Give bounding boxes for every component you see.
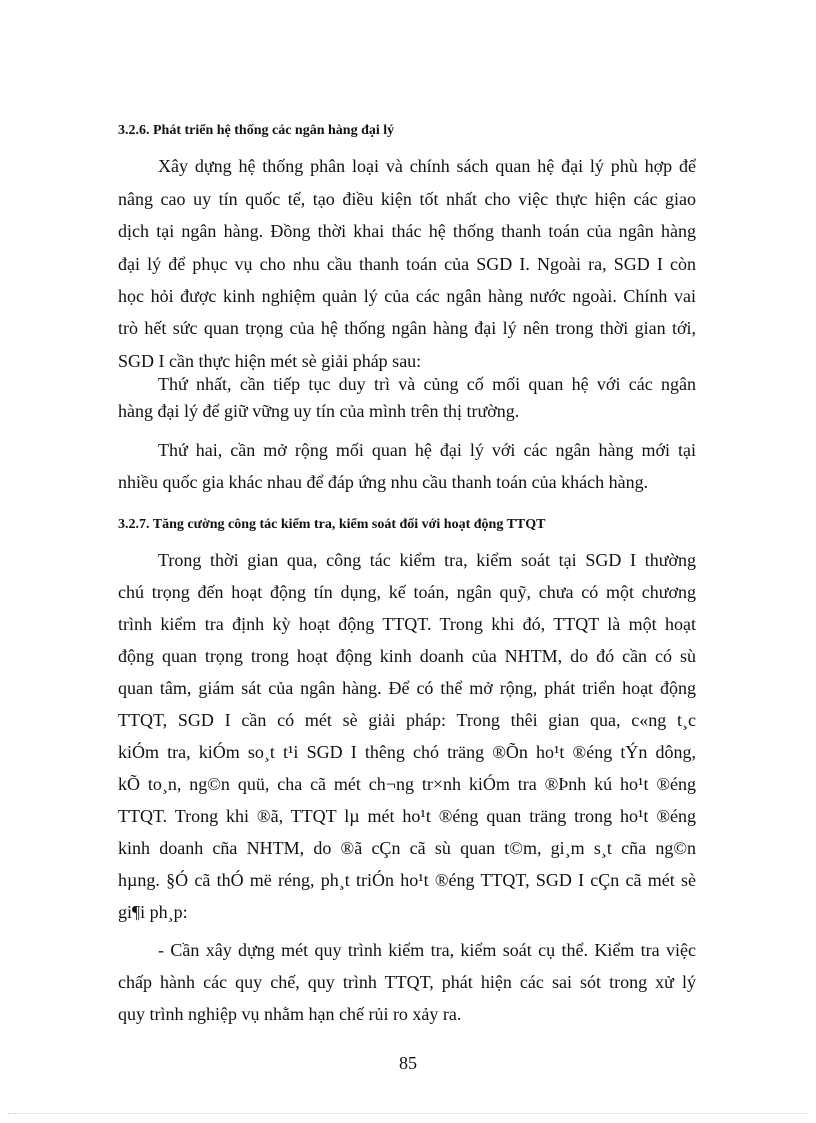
section-heading-3-2-7: 3.2.7. Tăng cường công tác kiểm tra, kiểm soát đối với hoạt động TTQT: [118, 517, 546, 532]
paragraph-line: TTQT. Trong khi ®ã, TTQT lµ mét ho¹t ®éng quan träng trong ho¹t ®éng: [118, 806, 696, 826]
paragraph-line: TTQT, SGD I cần có mét sè giải pháp: Trong thêi gian qua, c«ng t¸c: [118, 710, 696, 730]
paragraph-line: học hỏi được kinh nghiệm quản lý của các ngân hàng nước ngoài. Chính vai: [118, 286, 696, 306]
paragraph-line: đại lý để phục vụ cho nhu cầu thanh toán của SGD I. Ngoài ra, SGD I còn: [118, 254, 696, 274]
paragraph-line: trò hết sức quan trọng của hệ thống ngân hàng đại lý nên trong thời gian tới,: [118, 318, 696, 338]
paragraph-line: Thứ nhất, cần tiếp tục duy trì và củng cố mối quan hệ với các ngân: [158, 374, 696, 394]
paragraph-line: gi¶i ph¸p:: [118, 902, 188, 922]
paragraph-line: kiÓm tra, kiÓm so¸t t¹i SGD I thêng chó träng ®Õn ho¹t ®éng tÝn dông,: [118, 742, 696, 762]
paragraph-line: hµng. §Ó cã thÓ më réng, ph¸t triÓn ho¹t ®éng TTQT, SGD I cÇn cã mét sè: [118, 870, 696, 890]
paragraph-line: chấp hành các quy chế, quy trình TTQT, phát hiện các sai sót trong xử lý: [118, 972, 696, 992]
paragraph-line: dịch tại ngân hàng. Đồng thời khai thác hệ thống thanh toán của ngân hàng: [118, 221, 696, 241]
paragraph-line: Xây dựng hệ thống phân loại và chính sách quan hệ đại lý phù hợp để: [158, 156, 696, 176]
paragraph-line: chú trọng đến hoạt động tín dụng, kế toán, ngân quỹ, chưa có một chương: [118, 582, 696, 602]
page-bottom-border: [8, 1113, 808, 1114]
paragraph-line: kinh doanh cña NHTM, do ®ã cÇn cã sù quan t©m, gi¸m s¸t cña ng©n: [118, 838, 696, 858]
paragraph-line: kÕ to¸n, ng©n quü, cha cã mét ch¬ng tr×nh kiÓm tra ®Þnh kú ho¹t ®éng: [118, 774, 696, 794]
paragraph-line: Trong thời gian qua, công tác kiểm tra, kiểm soát tại SGD I thường: [158, 550, 696, 570]
paragraph-line: - Cần xây dựng mét quy trình kiểm tra, kiểm soát cụ thể. Kiểm tra việc: [158, 940, 696, 960]
paragraph-line: trình kiểm tra định kỳ hoạt động TTQT. Trong khi đó, TTQT là một hoạt: [118, 614, 696, 634]
paragraph-line: nâng cao uy tín quốc tế, tạo điều kiện tốt nhất cho việc thực hiện các giao: [118, 189, 696, 209]
page-number: 85: [399, 1053, 417, 1073]
paragraph-line: nhiều quốc gia khác nhau để đáp ứng nhu cầu thanh toán của khách hàng.: [118, 472, 649, 492]
paragraph-line: quan tâm, giám sát của ngân hàng. Để có thể mở rộng, phát triển hoạt động: [118, 678, 696, 698]
paragraph-line: hàng đại lý để giữ vững uy tín của mình trên thị trường.: [118, 401, 520, 421]
paragraph-line: Thứ hai, cần mở rộng mối quan hệ đại lý với các ngân hàng mới tại: [158, 440, 696, 460]
paragraph-line: SGD I cần thực hiện mét sè giải pháp sau:: [118, 351, 422, 371]
section-heading-3-2-6: 3.2.6. Phát triển hệ thống các ngân hàng đại lý: [118, 123, 395, 138]
paragraph-line: động quan trọng trong hoạt động kinh doanh của NHTM, do đó cần có sù: [118, 646, 696, 666]
paragraph-line: quy trình nghiệp vụ nhằm hạn chế rủi ro xảy ra.: [118, 1004, 462, 1024]
